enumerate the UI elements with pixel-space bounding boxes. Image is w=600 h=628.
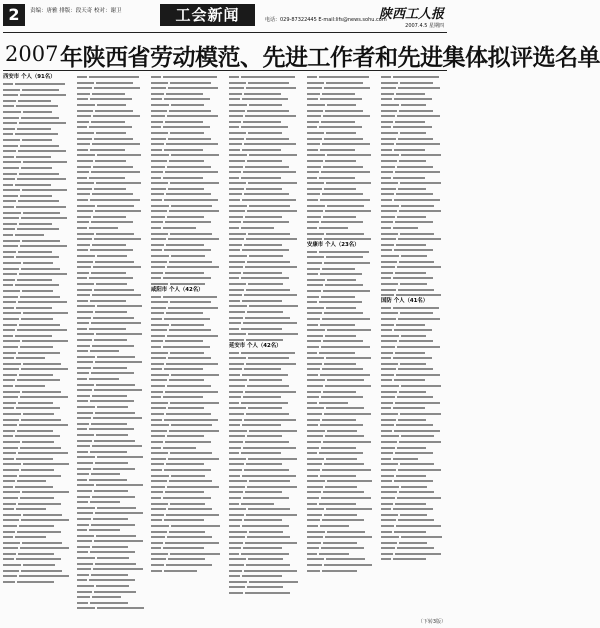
text-line [229, 506, 303, 512]
text-line [307, 74, 377, 80]
text-line [307, 344, 377, 350]
headline-year: 2007 [5, 42, 59, 66]
text-line [151, 85, 225, 91]
column-1 [3, 74, 73, 626]
text-line [307, 260, 377, 266]
text-line [229, 264, 303, 270]
text-line [307, 562, 377, 568]
contact-info: 电话：029-87322445 E-mail:lifs@news.sohu.com [265, 17, 387, 23]
text-line [307, 113, 377, 119]
text-line [3, 271, 73, 277]
text-line [307, 506, 377, 512]
text-line [3, 176, 73, 182]
text-line [77, 292, 147, 298]
name-list-text [3, 81, 73, 584]
section-heading [3, 74, 73, 81]
text-line [151, 478, 225, 484]
column-2 [77, 74, 147, 626]
section-name: 咸阳市 [151, 286, 168, 293]
text-line [381, 316, 447, 322]
text-line [381, 344, 447, 350]
name-list-text [151, 74, 225, 287]
text-line [229, 141, 303, 147]
text-line [307, 327, 377, 333]
text-line [3, 81, 73, 87]
text-line [307, 197, 377, 203]
text-line [229, 85, 303, 91]
headline [3, 38, 600, 71]
text-line [151, 568, 225, 574]
text-line [151, 534, 225, 540]
name-list-text [77, 74, 147, 611]
text-line [381, 411, 447, 417]
editor-credits [30, 7, 122, 15]
text-line [381, 141, 447, 147]
text-line [229, 197, 303, 203]
text-line [3, 120, 73, 126]
text-line [77, 236, 147, 242]
text-line [381, 85, 447, 91]
text-line [77, 264, 147, 270]
issue-date: 2007.4.5 星期四 [405, 23, 444, 29]
text-line [307, 383, 377, 389]
headline-title: 年陕西省劳动模范、先进工作者和先进集体拟评选名单 [60, 45, 600, 71]
name-list-text [229, 350, 303, 596]
text-line [151, 506, 225, 512]
article-columns [3, 74, 447, 626]
text-line [77, 169, 147, 175]
section-count: 个人（42名） [169, 286, 204, 293]
text-line [229, 478, 303, 484]
section-heading [307, 242, 377, 249]
column-5 [307, 74, 377, 626]
section-count: 个人（23名） [325, 241, 360, 248]
name-list-text [151, 294, 225, 574]
section-heading [151, 287, 225, 294]
page-number: 2 [3, 4, 25, 26]
text-line [3, 148, 73, 154]
text-line [307, 85, 377, 91]
text-line [77, 74, 147, 80]
section-heading [229, 343, 303, 350]
text-line [151, 264, 225, 270]
text-line [307, 288, 377, 294]
text-line [307, 568, 377, 574]
text-line [151, 450, 225, 456]
text-line [151, 523, 225, 529]
headline-rule [3, 70, 447, 71]
text-line [3, 579, 73, 585]
text-line [77, 443, 147, 449]
text-line [3, 204, 73, 210]
section-banner: 工会新闻 [160, 4, 255, 26]
section-name: 国防 [381, 297, 392, 304]
text-line [151, 562, 225, 568]
name-list-text [381, 305, 447, 562]
text-line [307, 411, 377, 417]
text-line [229, 534, 303, 540]
text-line [151, 197, 225, 203]
text-line [381, 534, 447, 540]
section-name: 延安市 [229, 342, 246, 349]
text-line [229, 320, 303, 326]
text-line [381, 383, 447, 389]
text-line [77, 141, 147, 147]
section-name: 西安市 [3, 74, 20, 80]
column-3 [151, 74, 225, 626]
newspaper-masthead: 陕西工人报 [378, 7, 444, 22]
text-line [229, 292, 303, 298]
name-list-text [381, 74, 447, 298]
text-line [3, 450, 73, 456]
text-line [77, 113, 147, 119]
text-line [307, 355, 377, 361]
text-line [307, 534, 377, 540]
text-line [77, 197, 147, 203]
text-line [381, 197, 447, 203]
text-line [307, 169, 377, 175]
text-line [151, 236, 225, 242]
text-line [381, 236, 447, 242]
text-line [307, 495, 377, 501]
text-line [151, 169, 225, 175]
name-list-text [307, 249, 377, 573]
text-line [3, 327, 73, 333]
header-rule [3, 32, 447, 33]
section-count: 个人（42名） [247, 342, 282, 349]
editor-credits-line1: 责编：唐雅 排版：段天奇 校对：谢卫 [30, 8, 122, 14]
section-name: 安康市 [307, 241, 324, 248]
section-count: 个人（91名） [21, 74, 56, 80]
text-line [3, 299, 73, 305]
text-line [381, 264, 447, 270]
text-line [229, 169, 303, 175]
text-line [381, 113, 447, 119]
text-line [3, 243, 73, 249]
text-line [229, 113, 303, 119]
text-line [381, 467, 447, 473]
text-line [229, 562, 303, 568]
text-line [229, 74, 303, 80]
text-line [77, 85, 147, 91]
column-6 [381, 74, 447, 626]
text-line [151, 422, 225, 428]
section-count: 个人（41名） [393, 297, 429, 304]
text-line [381, 74, 447, 80]
name-list-text [307, 74, 377, 242]
text-line [77, 415, 147, 421]
name-list-text [229, 74, 303, 343]
column-4 [229, 74, 303, 626]
text-line [307, 316, 377, 322]
text-line [3, 422, 73, 428]
text-line [307, 141, 377, 147]
text-line [381, 439, 447, 445]
text-line [381, 556, 447, 562]
continued-marker: （下转3版） [417, 619, 446, 625]
text-line [151, 74, 225, 80]
text-line [151, 113, 225, 119]
text-line [307, 478, 377, 484]
section-heading [381, 298, 447, 305]
text-line [77, 605, 147, 611]
text-line [307, 467, 377, 473]
text-line [229, 590, 303, 596]
text-line [307, 439, 377, 445]
text-line [151, 141, 225, 147]
text-line [381, 495, 447, 501]
text-line [77, 320, 147, 326]
text-line [381, 523, 447, 529]
text-line [229, 236, 303, 242]
text-line [3, 92, 73, 98]
text-line [381, 169, 447, 175]
